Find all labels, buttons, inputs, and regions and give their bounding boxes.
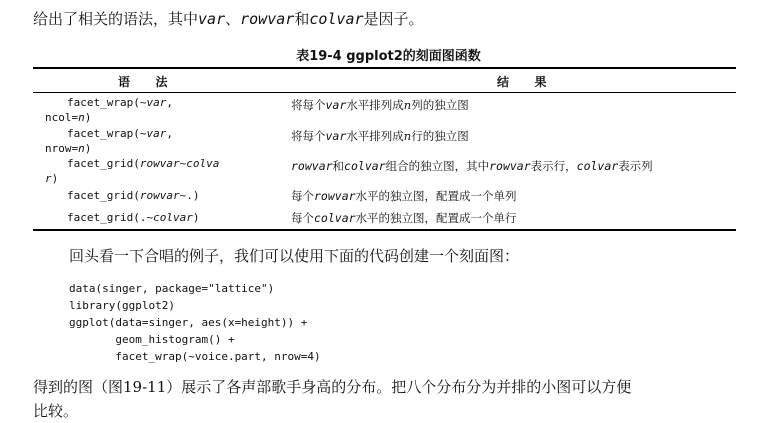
table-row-4-syntax: facet_grid(rowvar~.) [67, 189, 200, 202]
table-header-rule [33, 92, 736, 93]
table-caption: 表19-4 ggplot2的刻面图函数 [296, 49, 481, 64]
table-row-2-result: 将每个var水平排列成n行的独立图 [291, 129, 469, 143]
paragraph-3-line-1: 得到的图（图19-11）展示了各声部歌手身高的分布。把八个分布分为并排的小图可以方便 [33, 378, 632, 396]
paragraph-3-line-2: 比较。 [33, 402, 79, 420]
table-row-5-result: 每个colvar水平的独立图，配置成一个单行 [291, 211, 517, 225]
code-line-5: facet_wrap(~voice.part, nrow=4) [69, 350, 321, 363]
table-row-1-result: 将每个var水平排列成n列的独立图 [291, 98, 469, 112]
code-line-1: data(singer, package="lattice") [69, 282, 275, 295]
header-result: 结 果 [497, 75, 548, 89]
rowvar-term: rowvar [240, 10, 295, 28]
code-line-4: geom_histogram() + [69, 333, 235, 346]
header-syntax: 语 法 [118, 75, 169, 89]
table-row-1-syntax: facet_wrap(~var, ncol=n) [45, 96, 173, 124]
code-line-2: library(ggplot2) [69, 299, 175, 312]
table-row-4-result: 每个rowvar水平的独立图，配置成一个单列 [291, 189, 517, 203]
table-row-3-result: rowvar和colvar组合的独立图，其中rowvar表示行，colvar表示列 [291, 159, 653, 173]
intro-paragraph: 给出了相关的语法，其中var、rowvar和colvar是因子。 [33, 10, 424, 28]
table-bottom-rule [33, 229, 736, 231]
table-row-5-syntax: facet_grid(.~colvar) [67, 211, 200, 224]
table-top-rule [33, 67, 736, 69]
paragraph-2: 回头看一下合唱的例子，我们可以使用下面的代码创建一个刻面图： [69, 247, 520, 265]
table-row-3-syntax: facet_grid(rowvar~colva r) [45, 157, 220, 185]
table-row-2-syntax: facet_wrap(~var, nrow=n) [45, 127, 173, 155]
colvar-term: colvar [309, 10, 364, 28]
code-line-3: ggplot(data=singer, aes(x=height)) + [69, 316, 308, 329]
var-term: var [198, 10, 226, 28]
